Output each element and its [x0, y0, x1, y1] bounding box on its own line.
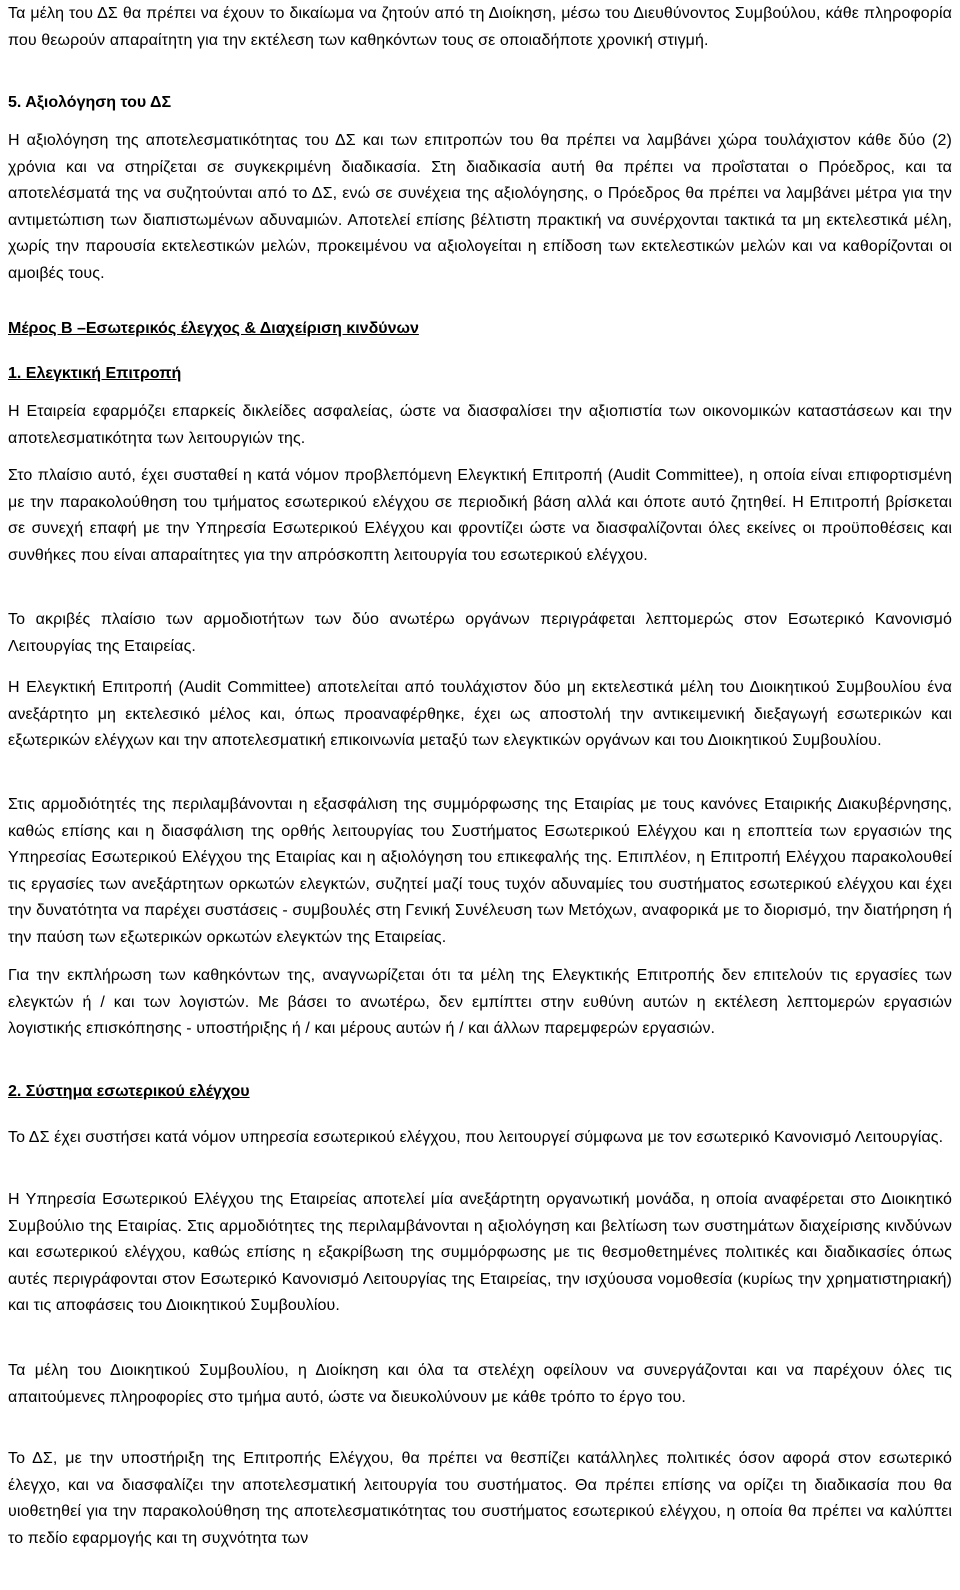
paragraph-audit-committee-duties: Στις αρμοδιότητές της περιλαμβάνονται η εξασφάλιση της συμμόρφωσης της Εταιρίας με τους κανόνες Εταιρικής Διακυβέρνησης, καθώς επίσης και η διασφάλιση της ορθής λειτουργίας του Συστήματος Εσωτερικού Ελέγχου και η εποπτεία των εργασιών της Υπηρεσίας Εσωτερικού Ελέγχου της Εταιρίας και η αξιολόγηση του επικεφαλής της. Επιπλέον, η Επιτροπή Ελέγχου παρακολουθεί τις εργασίες των ανεξάρτητων ορκωτών ελεγκτών, συζητεί μαζί τους τυχόν αδυναμίες του συστήματος εσωτερικού ελέγχου και έχει την δυνατότητα να παρέχει συστάσεις - συμβουλές στη Γενική Συνέλευση των Μετόχων, αναφορικά με το διορισμό, την διατήρηση ή την παύση των εξωτερικών ορκωτών ελεγκτών της Εταιρείας. — [8, 796, 952, 946]
heading-audit-committee: 1. Ελεγκτική Επιτροπή — [8, 365, 182, 382]
heading-part-b-internal-control: Μέρος Β –Εσωτερικός έλεγχος & Διαχείριση κινδύνων — [8, 320, 419, 337]
heading-internal-control-system: 2. Σύστημα εσωτερικού ελέγχου — [8, 1083, 250, 1100]
heading-board-evaluation: 5. Αξιολόγηση του ΔΣ — [8, 94, 172, 111]
paragraph-internal-audit-service: Το ΔΣ έχει συστήσει κατά νόμον υπηρεσία εσωτερικού ελέγχου, που λειτουργεί σύμφωνα με τον εσωτερικό Κανονισμό Λειτουργίας. — [8, 1129, 944, 1146]
paragraph-auditors-work: Για την εκπλήρωση των καθηκόντων της, αναγνωρίζεται ότι τα μέλη της Ελεγκτικής Επιτροπής δεν επιτελούν τις εργασίες των ελεγκτών ή / και των λογιστών. Με βάσει το ανωτέρω, δεν εμπίπτει στην ευθύνη αυτών η εκτέλεση λεπτομερών εργασιών λογιστικής επισκόπησης - υποστήριξης ή / και μέρους αυτών ή / και άλλων παρεμφερών εργασιών. — [8, 967, 952, 1038]
paragraph-safeguards: Η Εταιρεία εφαρμόζει επαρκείς δικλείδες ασφαλείας, ώστε να διασφαλίσει την αξιοπιστία των οικονομικών καταστάσεων και την αποτελεσματικότητα των λειτουργιών της. — [8, 403, 952, 447]
paragraph-board-information-rights: Τα μέλη του ΔΣ θα πρέπει να έχουν το δικαίωμα να ζητούν από τη Διοίκηση, μέσω του Διευθύνοντος Συμβούλου, κάθε πληροφορία που θεωρούν απαραίτητη για την εκτέλεση των καθηκόντων τους σε οποιαδήποτε χρονική στιγμή. — [8, 5, 952, 49]
paragraph-board-evaluation: Η αξιολόγηση της αποτελεσματικότητας του ΔΣ και των επιτροπών του θα πρέπει να λαμβάνει χώρα τουλάχιστον κάθε δύο (2) χρόνια και να στηρίζεται σε συγκεκριμένη διαδικασία. Στη διαδικασία αυτή θα πρέπει να προΐσταται ο Πρόεδρος, και τα αποτελέσματά της να συζητούνται από το ΔΣ, ενώ σε συνέχεια της αξιολόγησης, ο Πρόεδρος θα πρέπει να λαμβάνει μέτρα για την αντιμετώπιση των διαπιστωμένων αδυναμιών. Αποτελεί επίσης βέλτιστη πρακτική να συνέρχονται τακτικά τα μη εκτελεστικά μέλη, χωρίς την παρουσία εκτελεστικών μελών, προκειμένου να αξιολογείται η επίδοση των εκτελεστικών μελών και να καθορίζονται οι αμοιβές τους. — [8, 132, 952, 282]
paragraph-audit-committee-composition: Η Ελεγκτική Επιτροπή (Audit Committee) αποτελείται από τουλάχιστον δύο μη εκτελεστικά μέλη του Διοικητικού Συμβουλίου ένα ανεξάρτητο μη εκτελεσικό μέλος και, όπως προαναφέρθηκε, έχει ως αποστολή την αντικειμενική διεξαγωγή εσωτερικών και εξωτερικών ελέγχων και την αποτελεσματική επικοινωνία μεταξύ των ελεγκτικών οργάνων και του Διοικητικού Συμβουλίου. — [8, 679, 952, 750]
paragraph-responsibilities-framework: Το ακριβές πλαίσιο των αρμοδιοτήτων των δύο ανωτέρω οργάνων περιγράφεται λεπτομερώς στον Εσωτερικό Κανονισμό Λειτουργίας της Εταιρείας. — [8, 611, 952, 655]
paragraph-audit-committee-established: Στο πλαίσιο αυτό, έχει συσταθεί η κατά νόμον προβλεπόμενη Ελεγκτική Επιτροπή (Audit Committee), η οποία είναι επιφορτισμένη με την παρακολούθηση του τμήματος εσωτερικού ελέγχου σε περιοδική βάση αλλά και όποτε αυτό ζητηθεί. Η Επιτροπή βρίσκεται σε συνεχή επαφή με την Υπηρεσία Εσωτερικού Ελέγχου και φροντίζει ώστε να διασφαλίζονται όλες εκείνες οι προϋποθέσεις και συνθήκες που είναι απαραίτητες για την απρόσκοπτη λειτουργία του εσωτερικού ελέγχου. — [8, 467, 952, 564]
paragraph-board-policies: Το ΔΣ, με την υποστήριξη της Επιτροπής Ελέγχου, θα πρέπει να θεσπίζει κατάλληλες πολιτικές όσον αφορά στον εσωτερικό έλεγχο, και να διασφαλίζει την αποτελεσματική λειτουργία του συστήματος. Θα πρέπει επίσης να ορίζει τη διαδικασία που θα υιοθετηθεί για την παρακολούθηση της αποτελεσματικότητας του συστήματος εσωτερικού ελέγχου, η οποία θα πρέπει να καλύπτει το πεδίο εφαρμογής και τη συχνότητα των — [8, 1450, 952, 1547]
paragraph-cooperation: Τα μέλη του Διοικητικού Συμβουλίου, η Διοίκηση και όλα τα στελέχη οφείλουν να συνεργάζονται και να παρέχουν όλες τις απαιτούμενες πληροφορίες στο τμήμα αυτό, ώστε να διευκολύνουν με κάθε τρόπο το έργο του. — [8, 1362, 952, 1406]
paragraph-internal-audit-role: Η Υπηρεσία Εσωτερικού Ελέγχου της Εταιρείας αποτελεί μία ανεξάρτητη οργανωτική μονάδα, η οποία αναφέρεται στο Διοικητικό Συμβούλιο της Εταιρίας. Στις αρμοδιότητες της περιλαμβάνονται η αξιολόγηση και βελτίωση των συστημάτων διαχείρισης κινδύνων και εσωτερικού ελέγχου, καθώς επίσης η εξακρίβωση της συμμόρφωσης με τις θεσμοθετημένες πολιτικές και διαδικασίες όπως αυτές περιγράφονται στον Εσωτερικό Κανονισμό Λειτουργίας της Εταιρείας, την ισχύουσα νομοθεσία (κυρίως την χρηματιστηριακή) και τις αποφάσεις του Διοικητικού Συμβουλίου. — [8, 1191, 952, 1315]
